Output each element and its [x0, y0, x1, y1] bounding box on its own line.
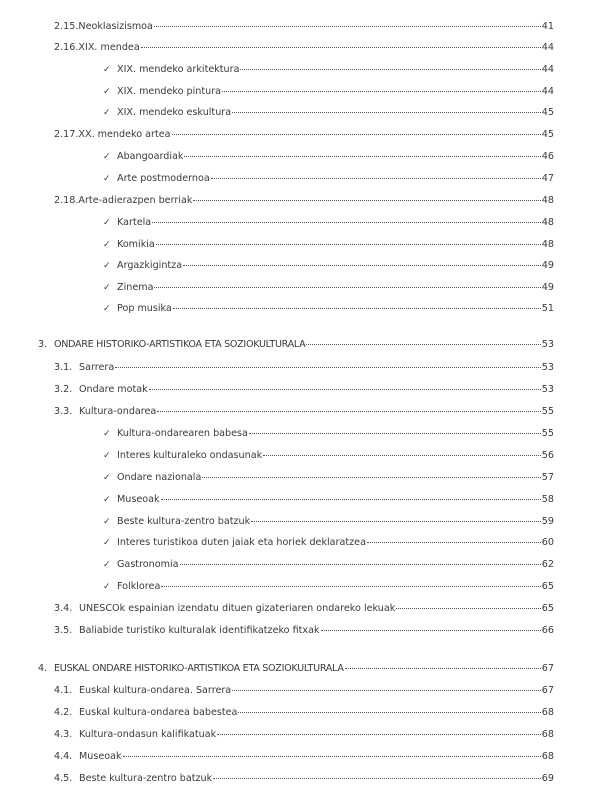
page-number: 48: [541, 217, 554, 228]
dot-leader: [161, 499, 541, 500]
entry-number: 4.1.: [54, 685, 73, 696]
toc-entry[interactable]: [54, 771, 554, 787]
toc-entry[interactable]: [54, 193, 554, 209]
toc-subentry[interactable]: [103, 105, 554, 121]
entry-number: 3.2.: [54, 384, 73, 395]
toc-entry[interactable]: [54, 19, 554, 35]
checkmark-icon: ✓: [103, 174, 111, 184]
checkmark-icon: ✓: [103, 108, 111, 118]
page-number: 48: [541, 239, 554, 250]
toc-entry[interactable]: [54, 40, 554, 56]
toc-entry[interactable]: [54, 601, 554, 617]
dot-leader: [213, 778, 541, 779]
entry-title: Kartela: [117, 217, 152, 228]
entry-title: Kultura-ondasun kalifikatuak: [79, 729, 217, 740]
dot-leader: [141, 47, 541, 48]
dot-leader: [173, 308, 541, 309]
page-number: 55: [541, 406, 554, 417]
page-number: 60: [541, 537, 554, 548]
entry-title: Baliabide turistiko kulturalak identifikatzeko fitxak: [79, 625, 320, 636]
entry-title: Euskal kultura-ondarea. Sarrera: [79, 685, 232, 696]
dot-leader: [306, 344, 540, 345]
entry-title: Kultura-ondarea: [79, 406, 157, 417]
page-number: 41: [541, 21, 554, 32]
dot-leader: [183, 265, 541, 266]
dot-leader: [217, 734, 541, 735]
entry-title: Folklorea: [117, 581, 161, 592]
toc-subentry[interactable]: [103, 237, 554, 253]
page-number: 65: [541, 581, 554, 592]
checkmark-icon: ✓: [103, 304, 111, 314]
page-number: 53: [541, 384, 554, 395]
entry-title: XIX. mendeko eskultura: [117, 107, 232, 118]
checkmark-icon: ✓: [103, 87, 111, 97]
toc-subentry[interactable]: [103, 171, 554, 187]
checkmark-icon: ✓: [103, 240, 111, 250]
page-number: 51: [541, 303, 554, 314]
toc-subentry[interactable]: [103, 62, 554, 78]
toc-subentry[interactable]: [103, 84, 554, 100]
entry-title: XIX. mendeko pintura: [117, 86, 222, 97]
entry-title: Museoak: [117, 494, 160, 505]
dot-leader: [115, 367, 541, 368]
toc-subentry[interactable]: [103, 280, 554, 296]
entry-title: Zinema: [117, 282, 154, 293]
entry-title: Sarrera: [79, 362, 115, 373]
dot-leader: [154, 26, 541, 27]
page-number: 68: [541, 729, 554, 740]
checkmark-icon: ✓: [103, 560, 111, 570]
checkmark-icon: ✓: [103, 495, 111, 505]
dot-leader: [345, 668, 541, 669]
dot-leader: [367, 542, 541, 543]
toc-entry[interactable]: [54, 127, 554, 143]
entry-title: Interes kulturaleko ondasunak: [117, 450, 263, 461]
page-number: 44: [541, 42, 554, 53]
toc-entry[interactable]: [54, 404, 554, 420]
entry-title: Gastronomia: [117, 559, 179, 570]
page-number: 47: [541, 173, 554, 184]
page-number: 59: [541, 516, 554, 527]
dot-leader: [154, 287, 540, 288]
page-number: 69: [541, 773, 554, 784]
checkmark-icon: ✓: [103, 538, 111, 548]
entry-number: 2.16.: [54, 42, 79, 53]
toc-entry[interactable]: [54, 749, 554, 765]
toc-subentry[interactable]: [103, 514, 554, 530]
toc-subentry[interactable]: [103, 258, 554, 274]
toc-chapter[interactable]: [38, 661, 554, 677]
entry-number: 4.4.: [54, 751, 73, 762]
toc-entry[interactable]: [54, 705, 554, 721]
entry-title: Kultura-ondarearen babesa: [117, 428, 248, 439]
dot-leader: [193, 200, 540, 201]
dot-leader: [184, 156, 540, 157]
dot-leader: [156, 244, 541, 245]
page-number: 66: [541, 625, 554, 636]
entry-title: Ondare nazionala: [117, 472, 202, 483]
entry-title: Argazkigintza: [117, 260, 183, 271]
dot-leader: [232, 690, 541, 691]
page-number: 68: [541, 751, 554, 762]
entry-number: 4.: [38, 663, 48, 674]
page-number: 45: [541, 107, 554, 118]
entry-number: 3.3.: [54, 406, 73, 417]
toc-subentry[interactable]: [103, 426, 554, 442]
page-number: 67: [541, 685, 554, 696]
toc-entry[interactable]: [54, 360, 554, 376]
checkmark-icon: ✓: [103, 582, 111, 592]
entry-number: 3.: [38, 339, 48, 350]
toc-subentry[interactable]: [103, 215, 554, 231]
dot-leader: [240, 69, 540, 70]
toc-subentry[interactable]: [103, 470, 554, 486]
entry-title: Neoklasizismoa: [78, 21, 153, 32]
entry-title: Komikia: [117, 239, 155, 250]
checkmark-icon: ✓: [103, 152, 111, 162]
page-number: 62: [541, 559, 554, 570]
page-number: 49: [541, 260, 554, 271]
page-number: 44: [541, 86, 554, 97]
toc-chapter[interactable]: [38, 337, 554, 353]
entry-title: Beste kultura-zentro batzuk: [79, 773, 213, 784]
toc-subentry[interactable]: [103, 557, 554, 573]
page-number: 53: [541, 339, 554, 350]
page-number: 57: [541, 472, 554, 483]
page-number: 58: [541, 494, 554, 505]
toc-entry[interactable]: [54, 623, 554, 639]
entry-title: Arte postmodernoa: [117, 173, 210, 184]
page-number: 45: [541, 129, 554, 140]
page-number: 56: [541, 450, 554, 461]
entry-title: Euskal kultura-ondarea babestea: [79, 707, 238, 718]
dot-leader: [249, 433, 541, 434]
entry-title: XIX. mendea: [78, 42, 140, 53]
dot-leader: [202, 477, 540, 478]
dot-leader: [251, 521, 541, 522]
entry-title: Interes turistikoa duten jaiak eta horiek deklaratzea: [117, 537, 366, 548]
toc-subentry[interactable]: [103, 448, 554, 464]
entry-title: Ondare motak: [79, 384, 148, 395]
entry-number: 4.5.: [54, 773, 73, 784]
dot-leader: [180, 564, 541, 565]
dot-leader: [157, 411, 540, 412]
checkmark-icon: ✓: [103, 429, 111, 439]
toc-subentry[interactable]: [103, 492, 554, 508]
entry-number: 2.18.: [54, 195, 79, 206]
entry-title: EUSKAL ONDARE HISTORIKO-ARTISTIKOA ETA SOZIOKULTURALA: [54, 663, 344, 674]
dot-leader: [321, 630, 541, 631]
entry-number: 3.4.: [54, 603, 73, 614]
page-number: 65: [541, 603, 554, 614]
dot-leader: [263, 455, 541, 456]
entry-title: XX. mendeko artea: [78, 129, 171, 140]
dot-leader: [211, 178, 541, 179]
entry-title: ONDARE HISTORIKO-ARTISTIKOA ETA SOZIOKULTURALA: [54, 339, 306, 350]
toc-entry[interactable]: [54, 727, 554, 743]
dot-leader: [161, 586, 540, 587]
entry-title: Pop musika: [117, 303, 172, 314]
checkmark-icon: ✓: [103, 451, 111, 461]
dot-leader: [123, 756, 541, 757]
toc-subentry[interactable]: [103, 301, 554, 317]
entry-title: Beste kultura-zentro batzuk: [117, 516, 251, 527]
toc-subentry[interactable]: [103, 535, 554, 551]
entry-number: 4.2.: [54, 707, 73, 718]
toc-subentry[interactable]: [103, 149, 554, 165]
checkmark-icon: ✓: [103, 65, 111, 75]
toc-entry[interactable]: [54, 683, 554, 699]
checkmark-icon: ✓: [103, 473, 111, 483]
page-number: 68: [541, 707, 554, 718]
entry-number: 2.17.: [54, 129, 79, 140]
page-number: 44: [541, 64, 554, 75]
entry-title: XIX. mendeko arkitektura: [117, 64, 240, 75]
dot-leader: [396, 608, 540, 609]
checkmark-icon: ✓: [103, 283, 111, 293]
page-number: 67: [541, 663, 554, 674]
entry-number: 4.3.: [54, 729, 73, 740]
entry-number: 3.5.: [54, 625, 73, 636]
entry-number: 2.15.: [54, 21, 79, 32]
entry-title: Abangoardiak: [117, 151, 184, 162]
dot-leader: [172, 134, 541, 135]
dot-leader: [149, 389, 541, 390]
checkmark-icon: ✓: [103, 218, 111, 228]
dot-leader: [238, 712, 540, 713]
checkmark-icon: ✓: [103, 261, 111, 271]
page-number: 53: [541, 362, 554, 373]
entry-number: 3.1.: [54, 362, 73, 373]
page-number: 55: [541, 428, 554, 439]
dot-leader: [222, 91, 541, 92]
page-number: 48: [541, 195, 554, 206]
dot-leader: [232, 112, 541, 113]
dot-leader: [152, 222, 541, 223]
page-number: 46: [541, 151, 554, 162]
toc-entry[interactable]: [54, 382, 554, 398]
entry-title: Museoak: [79, 751, 122, 762]
checkmark-icon: ✓: [103, 517, 111, 527]
page-number: 49: [541, 282, 554, 293]
entry-title: Arte-adierazpen berriak: [78, 195, 193, 206]
entry-title: UNESCOk espainian izendatu dituen gizateriaren ondareko lekuak: [79, 603, 396, 614]
toc-subentry[interactable]: [103, 579, 554, 595]
